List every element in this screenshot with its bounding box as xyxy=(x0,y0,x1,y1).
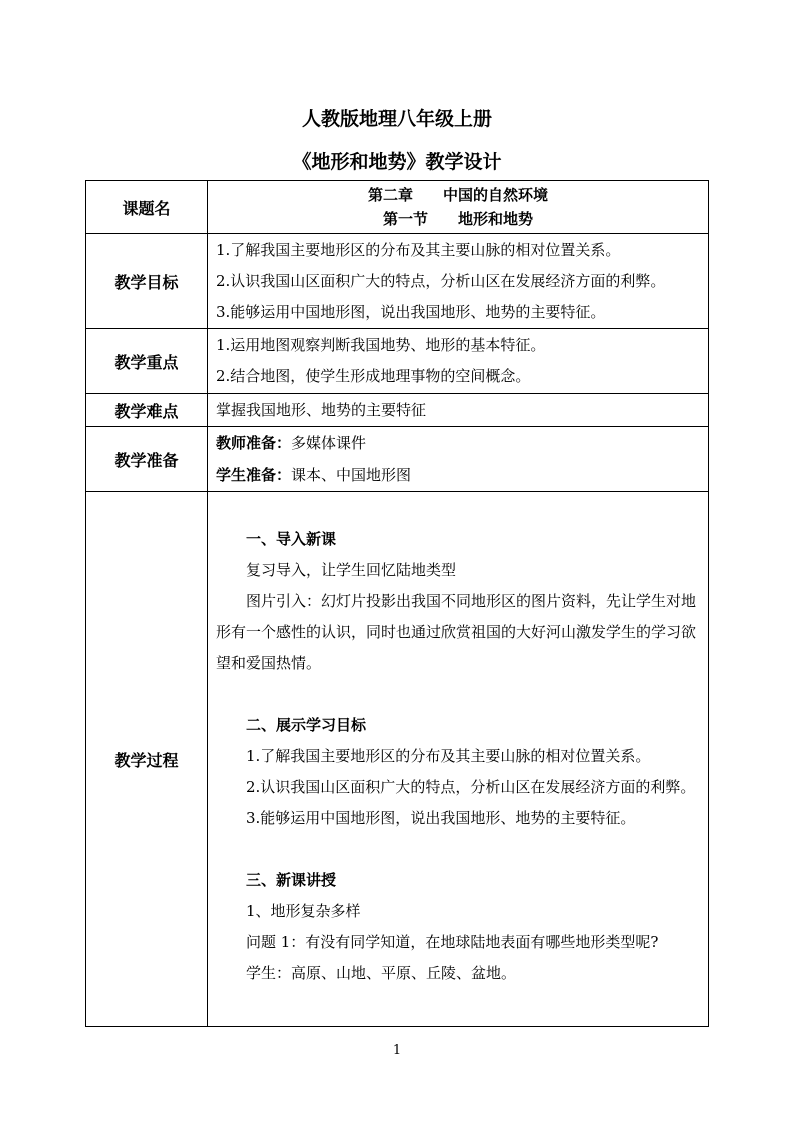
section-heading: 一、导入新课 xyxy=(246,530,337,548)
row-key-points xyxy=(86,329,709,394)
objectives-cell xyxy=(208,234,709,329)
section-number: 第一节 xyxy=(382,210,428,228)
label-process: 教学过程 xyxy=(86,492,208,1027)
label-difficulty: 教学难点 xyxy=(86,394,208,427)
chapter-name: 中国的自然环境 xyxy=(443,186,549,204)
objective-item: 2.认识我国山区面积广大的特点，分析山区在发展经济方面的利弊。 xyxy=(216,271,666,290)
document-subtitle: 《地形和地势》教学设计 xyxy=(292,151,502,173)
difficulty-cell xyxy=(208,394,709,427)
row-preparation xyxy=(86,427,709,492)
teacher-prep-label: 教师准备： xyxy=(216,434,292,452)
label-topic: 课题名 xyxy=(86,181,208,234)
row-topic xyxy=(86,181,709,234)
key-points-cell xyxy=(208,329,709,394)
document-title: 人教版地理八年级上册 xyxy=(301,108,492,130)
paragraph: 图片引入：幻灯片投影出我国不同地形区的图片资料，先让学生对地形有一个感性的认识，同时也通过欣赏祖国的大好河山激发学生的学习欲望和爱国热情。 xyxy=(216,592,697,672)
section-name: 地形和地势 xyxy=(458,210,534,228)
objective-item: 3.能够运用中国地形图，说出我国地形、地势的主要特征。 xyxy=(216,302,606,321)
objective-item: 2.认识我国山区面积广大的特点，分析山区在发展经济方面的利弊。 xyxy=(246,778,696,796)
process-cell xyxy=(208,492,709,1027)
label-objectives: 教学目标 xyxy=(86,234,208,329)
label-key-points: 教学重点 xyxy=(86,329,208,394)
difficulty-text: 掌握我国地形、地势的主要特征 xyxy=(216,401,427,419)
objective-item: 3.能够运用中国地形图，说出我国地形、地势的主要特征。 xyxy=(246,809,636,827)
row-process xyxy=(86,492,709,1027)
preparation-cell xyxy=(208,427,709,492)
section-heading: 二、展示学习目标 xyxy=(246,716,367,734)
chapter-number: 第二章 xyxy=(367,186,413,204)
key-point-item: 2.结合地图，使学生形成地理事物的空间概念。 xyxy=(216,367,531,385)
student-prep-label: 学生准备： xyxy=(216,466,292,484)
student-prep-text: 课本、中国地形图 xyxy=(291,466,412,484)
question-text: 问题 1：有没有同学知道，在地球陆地表面有哪些地形类型呢? xyxy=(246,933,659,951)
subheading: 1、地形复杂多样 xyxy=(246,902,361,920)
key-point-item: 1.运用地图观察判断我国地势、地形的基本特征。 xyxy=(216,336,546,354)
section-heading: 三、新课讲授 xyxy=(246,871,337,889)
teacher-prep-text: 多媒体课件 xyxy=(291,434,367,452)
row-objectives xyxy=(86,234,709,329)
objective-item: 1.了解我国主要地形区的分布及其主要山脉的相对位置关系。 xyxy=(246,747,651,765)
row-difficulty xyxy=(86,394,709,427)
objective-item: 1.了解我国主要地形区的分布及其主要山脉的相对位置关系。 xyxy=(216,240,621,259)
paragraph: 复习导入，让学生回忆陆地类型 xyxy=(246,561,457,579)
label-preparation: 教学准备 xyxy=(86,427,208,492)
lesson-plan-table xyxy=(85,180,709,1027)
page-number: 1 xyxy=(392,1043,402,1058)
topic-cell xyxy=(208,181,709,234)
answer-text: 学生：高原、山地、平原、丘陵、盆地。 xyxy=(246,964,517,982)
